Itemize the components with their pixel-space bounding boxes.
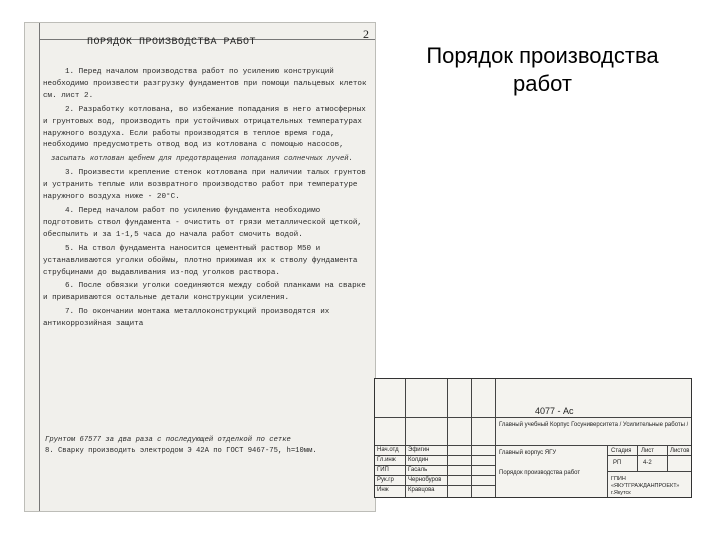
- divider: [667, 445, 668, 471]
- divider: [375, 485, 495, 486]
- organization-text: Главный учебный Корпус Госуниверситета / Усилительные работы /: [499, 422, 689, 428]
- name-1: Эфигин: [408, 447, 430, 453]
- stamp-line-1: Грунтом 67577 за два раза с последующей отделкой по сетке: [45, 436, 291, 444]
- role-4: Рук.гр: [377, 477, 394, 483]
- object-name: Главный корпус ЯГУ: [499, 450, 557, 456]
- stamp-notes: [45, 435, 365, 457]
- scanned-document-page: [24, 22, 376, 512]
- paragraph-1: 1. Перед началом производства работ по усилению конструкций необходимо произвести разгрузку фундаментов при помощи пальцевых клеток см. лист 2.: [43, 68, 367, 100]
- divider: [405, 379, 406, 497]
- divider: [375, 465, 495, 466]
- drawing-code: 4077 - Ас: [535, 407, 574, 415]
- divider: [607, 445, 608, 497]
- divider: [495, 379, 496, 497]
- sheet-title: Порядок производства работ: [499, 470, 581, 476]
- divider: [637, 445, 638, 471]
- name-5: Кравцова: [408, 487, 435, 493]
- document-body: [43, 67, 369, 333]
- stage-label: Стадия: [611, 448, 632, 454]
- name-4: Чернобуров: [408, 477, 442, 483]
- title-block: [374, 378, 692, 498]
- role-2: Гл.инж: [377, 457, 396, 463]
- document-heading: ПОРЯДОК ПРОИЗВОДСТВА РАБОТ: [87, 37, 257, 48]
- name-2: Колдин: [408, 457, 429, 463]
- paragraph-7: 7. По окончании монтажа металлоконструкций производятся их антикоррозийная защита: [43, 308, 330, 329]
- sheet-label: Лист: [641, 448, 655, 454]
- paragraph-3: 3. Произвести крепление стенок котлована при наличии талых грунтов и устранить теплые или возвратного производство работ при температуре наружного воздуха ниже - 20°С.: [43, 169, 366, 202]
- paragraph-5: 5. На ствол фундамента наносится цементный раствор М50 и устанавливаются уголки обоймы, плотно прижимая их к стволу фундамента струбцинами до выдавливания из-под уголков раствора.: [43, 244, 358, 277]
- role-3: ГИП: [377, 467, 389, 473]
- role-5: Инж: [377, 487, 389, 493]
- paragraph-4: 4. Перед началом работ по усилению фундамента необходимо подготовить ствол фундамента - очистить от грязи металлической щеткой, обеспылить и за 1-1,5 часа до начала работ смочить водой.: [43, 206, 362, 239]
- paragraph-2: 2. Разработку котлована, во избежание попадания в него атмосферных и грунтовых вод, производить при устойчивых отрицательных температурах наружного воздуха. Если работы производятся в теплое время года, необходимо предусмотреть отвод вод из котлована с помощью насосов,: [43, 105, 366, 150]
- handwritten-insert: засыпать котлован щебнем для предотвращения попадания солнечных лучей.: [51, 155, 353, 164]
- sheet-value: 4-2: [643, 460, 652, 466]
- stamp-line-2: 8. Сварку производить электродом Э 42А по ГОСТ 9467-75, h=10мм.: [45, 447, 317, 455]
- margin-line: [39, 23, 40, 511]
- paragraph-6: 6. После обвязки уголки соединяются между собой планками на сварке и привариваются остальные детали конструкции усиления.: [43, 282, 366, 303]
- slide-title: Порядок производства работ: [426, 43, 659, 96]
- divider: [471, 379, 472, 497]
- divider: [607, 471, 691, 472]
- divider: [375, 417, 691, 418]
- sheets-label: Листов: [670, 448, 690, 454]
- role-1: Нач.отд: [377, 447, 399, 453]
- company-name: ГПИН «ЯКУТГРАЖДАНПРОЕКТ» г.Якутск: [611, 476, 680, 496]
- divider: [495, 445, 691, 446]
- divider: [607, 455, 691, 456]
- stage-value: РП: [613, 460, 622, 466]
- name-3: Гасаль: [408, 467, 428, 473]
- page-number: 2: [363, 27, 369, 41]
- divider: [447, 379, 448, 497]
